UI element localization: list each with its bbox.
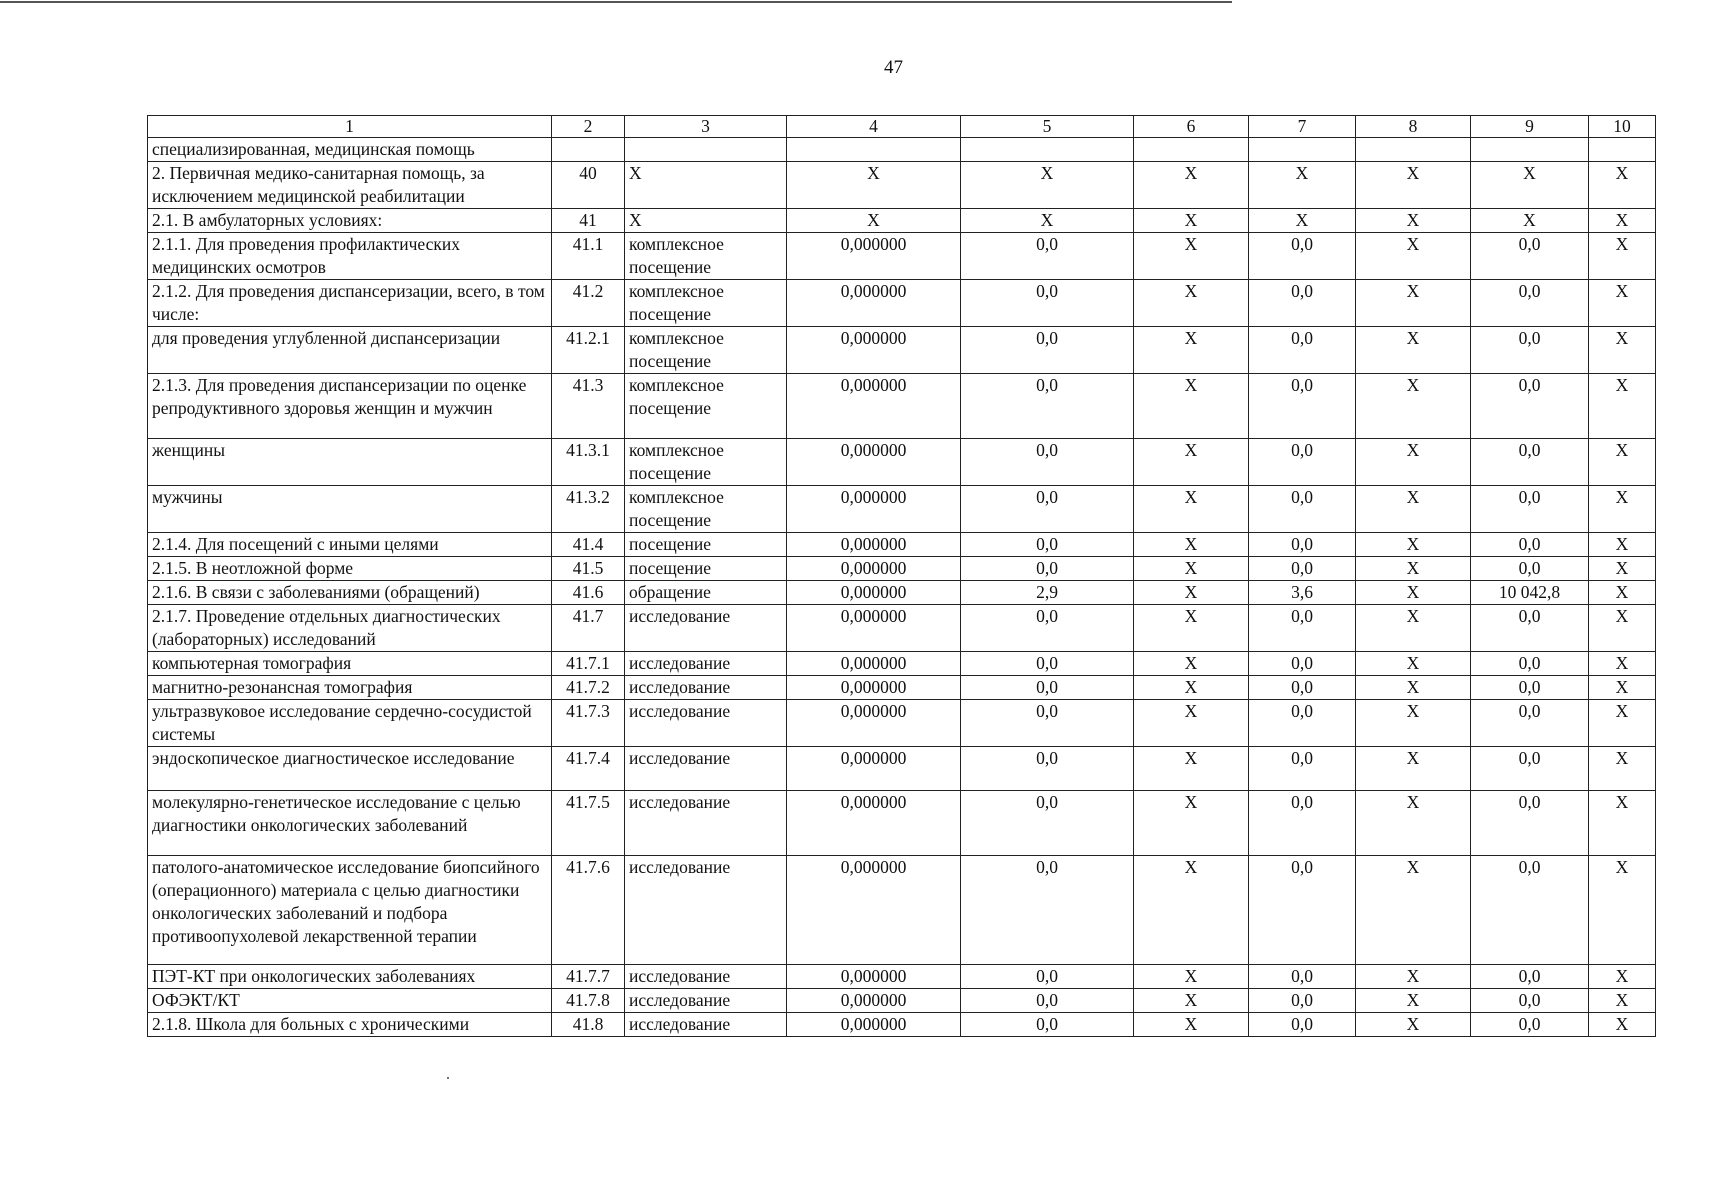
table-cell: 2.1.2. Для проведения диспансеризации, всего, в том числе:: [148, 280, 552, 327]
table-cell: 0,000000: [787, 700, 961, 747]
table-cell: 0,0: [1471, 1013, 1589, 1037]
table-cell: 2.1.1. Для проведения профилактических медицинских осмотров: [148, 233, 552, 280]
table-cell: Х: [1134, 162, 1249, 209]
table-cell: исследование: [625, 605, 787, 652]
table-cell: 0,0: [961, 1013, 1134, 1037]
table-cell: Х: [961, 209, 1134, 233]
table-cell: 0,000000: [787, 652, 961, 676]
table-cell: Х: [1134, 557, 1249, 581]
table-cell: патолого-анатомическое исследование биопсийного (операционного) материала с целью диагностики онкологических заболеваний и подбора противоопухолевой лекарственной терапии: [148, 856, 552, 965]
table-cell: 0,000000: [787, 486, 961, 533]
table-cell: Х: [1134, 676, 1249, 700]
table-cell: Х: [1134, 233, 1249, 280]
table-cell: 0,000000: [787, 557, 961, 581]
table-cell: Х: [1589, 747, 1656, 791]
table-cell: 0,000000: [787, 791, 961, 856]
table-cell: Х: [961, 162, 1134, 209]
table-cell: 0,0: [1249, 989, 1356, 1013]
column-header: 10: [1589, 116, 1656, 138]
table-cell: 0,0: [961, 439, 1134, 486]
table-cell: Х: [1134, 280, 1249, 327]
table-cell: исследование: [625, 700, 787, 747]
table-cell: исследование: [625, 989, 787, 1013]
table-cell: Х: [1589, 965, 1656, 989]
table-cell: Х: [1356, 439, 1471, 486]
table-cell: 0,0: [961, 533, 1134, 557]
table-cell: Х: [1249, 162, 1356, 209]
table-cell: Х: [1471, 162, 1589, 209]
table-cell: 2.1. В амбулаторных условиях:: [148, 209, 552, 233]
table-row: [148, 856, 1656, 965]
table-cell: [625, 138, 787, 162]
table-cell: комплексное посещение: [625, 486, 787, 533]
page-number: 47: [884, 57, 903, 78]
table-cell: 0,000000: [787, 747, 961, 791]
table-cell: 0,0: [961, 652, 1134, 676]
table-cell: Х: [1134, 374, 1249, 439]
table-cell: Х: [787, 209, 961, 233]
table-cell: [1589, 138, 1656, 162]
table-cell: Х: [1589, 557, 1656, 581]
table-cell: 0,000000: [787, 605, 961, 652]
table-cell: Х: [1134, 791, 1249, 856]
table-cell: 0,0: [1249, 327, 1356, 374]
table-cell: Х: [1471, 209, 1589, 233]
table-cell: Х: [1356, 700, 1471, 747]
table-cell: Х: [1589, 676, 1656, 700]
table-cell: 41.1: [552, 233, 625, 280]
table-cell: Х: [1589, 700, 1656, 747]
table-cell: 0,000000: [787, 581, 961, 605]
table-cell: 2. Первичная медико-санитарная помощь, за исключением медицинской реабилитации: [148, 162, 552, 209]
table-row: [148, 581, 1656, 605]
stray-mark: [447, 1077, 449, 1079]
table-cell: Х: [787, 162, 961, 209]
table-cell: 0,000000: [787, 856, 961, 965]
table-row: [148, 1013, 1656, 1037]
table-cell: 2.1.6. В связи с заболеваниями (обращений): [148, 581, 552, 605]
table-cell: 0,0: [1249, 700, 1356, 747]
table-cell: 0,0: [1249, 965, 1356, 989]
table-cell: Х: [1134, 989, 1249, 1013]
table-cell: Х: [1589, 374, 1656, 439]
table-cell: 0,0: [1249, 747, 1356, 791]
table-cell: Х: [1589, 581, 1656, 605]
table-cell: 0,0: [1471, 557, 1589, 581]
table-cell: [552, 138, 625, 162]
table-cell: ПЭТ-КТ при онкологических заболеваниях: [148, 965, 552, 989]
table-row: [148, 138, 1656, 162]
table-cell: Х: [1134, 747, 1249, 791]
table-cell: 41.6: [552, 581, 625, 605]
table-cell: 0,000000: [787, 327, 961, 374]
table-cell: посещение: [625, 557, 787, 581]
table-cell: [1471, 138, 1589, 162]
table-cell: 0,0: [1249, 676, 1356, 700]
table-row: [148, 327, 1656, 374]
column-header: 5: [961, 116, 1134, 138]
table-cell: 0,0: [961, 965, 1134, 989]
table-cell: [961, 138, 1134, 162]
table-cell: 41.7.2: [552, 676, 625, 700]
table-cell: исследование: [625, 856, 787, 965]
table-cell: Х: [1356, 791, 1471, 856]
table-cell: Х: [1356, 533, 1471, 557]
table-cell: Х: [1134, 486, 1249, 533]
table-cell: 41.7.5: [552, 791, 625, 856]
table-cell: 0,0: [1249, 486, 1356, 533]
table-cell: 41.3.1: [552, 439, 625, 486]
table-cell: 41.7: [552, 605, 625, 652]
table-cell: Х: [1589, 989, 1656, 1013]
table-cell: посещение: [625, 533, 787, 557]
table-cell: 0,0: [1471, 374, 1589, 439]
table-row: [148, 791, 1656, 856]
table-cell: Х: [1134, 856, 1249, 965]
table-cell: Х: [1589, 162, 1656, 209]
column-header: 2: [552, 116, 625, 138]
table-cell: Х: [1134, 700, 1249, 747]
table-row: [148, 557, 1656, 581]
table-cell: 0,0: [1249, 1013, 1356, 1037]
table-cell: исследование: [625, 652, 787, 676]
column-header: 9: [1471, 116, 1589, 138]
table-cell: 2.1.5. В неотложной форме: [148, 557, 552, 581]
table-cell: 0,0: [1471, 700, 1589, 747]
table-cell: Х: [1356, 280, 1471, 327]
table-cell: Х: [1589, 652, 1656, 676]
table-cell: Х: [1356, 209, 1471, 233]
column-header: 1: [148, 116, 552, 138]
table-cell: 0,0: [1471, 327, 1589, 374]
table-row: [148, 533, 1656, 557]
table-cell: 0,0: [1249, 856, 1356, 965]
table-cell: Х: [1134, 652, 1249, 676]
table-row: [148, 989, 1656, 1013]
table-row: [148, 280, 1656, 327]
table-row: [148, 374, 1656, 439]
table-cell: Х: [1134, 965, 1249, 989]
table-cell: Х: [1356, 162, 1471, 209]
table-cell: Х: [1589, 486, 1656, 533]
table-cell: 41.4: [552, 533, 625, 557]
table-cell: 0,0: [961, 856, 1134, 965]
table-cell: Х: [1134, 533, 1249, 557]
table-header-row: [148, 116, 1656, 138]
table-cell: 0,0: [961, 700, 1134, 747]
table-cell: женщины: [148, 439, 552, 486]
table-cell: 0,0: [1249, 280, 1356, 327]
table-cell: 0,000000: [787, 989, 961, 1013]
table-cell: Х: [1589, 280, 1656, 327]
table-cell: молекулярно-генетическое исследование с целью диагностики онкологических заболеваний: [148, 791, 552, 856]
table-cell: обращение: [625, 581, 787, 605]
table-cell: 0,0: [1471, 280, 1589, 327]
table-cell: [1249, 138, 1356, 162]
table-cell: 0,0: [961, 233, 1134, 280]
table-cell: Х: [1356, 374, 1471, 439]
column-header: 8: [1356, 116, 1471, 138]
table-row: [148, 605, 1656, 652]
table-cell: комплексное посещение: [625, 233, 787, 280]
table-cell: 41.2: [552, 280, 625, 327]
table-cell: 2.1.7. Проведение отдельных диагностических (лабораторных) исследований: [148, 605, 552, 652]
table-cell: 0,0: [1471, 965, 1589, 989]
table-cell: Х: [1134, 1013, 1249, 1037]
table-cell: 2.1.4. Для посещений с иными целями: [148, 533, 552, 557]
table-cell: 0,0: [1471, 676, 1589, 700]
table-cell: Х: [1589, 533, 1656, 557]
table-cell: 41.7.3: [552, 700, 625, 747]
table-cell: 2,9: [961, 581, 1134, 605]
table-cell: 3,6: [1249, 581, 1356, 605]
table-row: [148, 486, 1656, 533]
table-cell: 0,0: [1471, 747, 1589, 791]
table-cell: 41.8: [552, 1013, 625, 1037]
table-cell: 0,0: [1471, 791, 1589, 856]
table-cell: 0,000000: [787, 439, 961, 486]
table-cell: 41.3.2: [552, 486, 625, 533]
table-cell: Х: [1356, 652, 1471, 676]
table-cell: 0,0: [1471, 989, 1589, 1013]
table-cell: 0,0: [961, 280, 1134, 327]
table-cell: исследование: [625, 1013, 787, 1037]
table-cell: 0,0: [1249, 233, 1356, 280]
table-cell: 0,0: [961, 747, 1134, 791]
table-cell: 0,0: [961, 989, 1134, 1013]
table-cell: 41.2.1: [552, 327, 625, 374]
table-cell: Х: [1356, 486, 1471, 533]
table-cell: 0,0: [1471, 233, 1589, 280]
table-cell: комплексное посещение: [625, 374, 787, 439]
table-cell: 0,000000: [787, 1013, 961, 1037]
table-row: [148, 233, 1656, 280]
table-cell: Х: [1356, 605, 1471, 652]
table-cell: Х: [1134, 605, 1249, 652]
table-cell: Х: [1356, 233, 1471, 280]
table-cell: Х: [1356, 856, 1471, 965]
table-cell: комплексное посещение: [625, 439, 787, 486]
table-cell: Х: [1589, 327, 1656, 374]
table-cell: Х: [1356, 557, 1471, 581]
table-cell: 0,0: [1249, 791, 1356, 856]
table-cell: 0,000000: [787, 280, 961, 327]
table-cell: 41.7.7: [552, 965, 625, 989]
table-cell: 41.7.8: [552, 989, 625, 1013]
table-cell: 2.1.3. Для проведения диспансеризации по оценке репродуктивного здоровья женщин и мужчин: [148, 374, 552, 439]
table-cell: Х: [1589, 791, 1656, 856]
table-cell: 0,000000: [787, 533, 961, 557]
table-cell: исследование: [625, 791, 787, 856]
table-cell: 0,0: [1249, 652, 1356, 676]
table-row: [148, 652, 1656, 676]
table-cell: Х: [1589, 233, 1656, 280]
table-body: [148, 138, 1656, 1037]
table-cell: Х: [1356, 747, 1471, 791]
table-cell: 0,0: [1249, 533, 1356, 557]
top-rule: [0, 1, 1232, 3]
table-cell: Х: [1356, 581, 1471, 605]
column-header: 6: [1134, 116, 1249, 138]
table-cell: Х: [1589, 439, 1656, 486]
table-row: [148, 676, 1656, 700]
table-cell: 0,0: [961, 327, 1134, 374]
table-cell: Х: [1356, 676, 1471, 700]
table-cell: Х: [625, 209, 787, 233]
table-cell: Х: [1134, 439, 1249, 486]
table-cell: Х: [1589, 209, 1656, 233]
table-cell: 41.3: [552, 374, 625, 439]
table-row: [148, 439, 1656, 486]
table-cell: Х: [1134, 581, 1249, 605]
table-cell: [1356, 138, 1471, 162]
table-cell: 0,0: [1249, 605, 1356, 652]
table-cell: 41.7.1: [552, 652, 625, 676]
table-cell: Х: [1589, 1013, 1656, 1037]
table-cell: 40: [552, 162, 625, 209]
table-cell: 0,0: [1249, 374, 1356, 439]
table-cell: Х: [1134, 327, 1249, 374]
data-table: [147, 115, 1656, 1037]
table-cell: компьютерная томография: [148, 652, 552, 676]
table-cell: специализированная, медицинская помощь: [148, 138, 552, 162]
table-cell: магнитно-резонансная томография: [148, 676, 552, 700]
table-cell: для проведения углубленной диспансеризации: [148, 327, 552, 374]
table-cell: 0,000000: [787, 676, 961, 700]
table-cell: ультразвуковое исследование сердечно-сосудистой системы: [148, 700, 552, 747]
table-cell: 0,0: [1471, 486, 1589, 533]
table-cell: исследование: [625, 747, 787, 791]
table-cell: 41: [552, 209, 625, 233]
table-cell: исследование: [625, 965, 787, 989]
table-cell: 41.7.4: [552, 747, 625, 791]
table-cell: [1134, 138, 1249, 162]
column-header: 4: [787, 116, 961, 138]
table-cell: 0,0: [1249, 557, 1356, 581]
table-cell: комплексное посещение: [625, 327, 787, 374]
table-cell: 0,0: [961, 676, 1134, 700]
table-cell: 0,0: [1471, 605, 1589, 652]
table-cell: исследование: [625, 676, 787, 700]
table-cell: 10 042,8: [1471, 581, 1589, 605]
table-cell: 0,0: [961, 557, 1134, 581]
table-cell: Х: [1589, 605, 1656, 652]
table-cell: Х: [625, 162, 787, 209]
table-row: [148, 747, 1656, 791]
column-header: 3: [625, 116, 787, 138]
table-cell: Х: [1356, 965, 1471, 989]
table-cell: 0,0: [1471, 533, 1589, 557]
table-cell: 0,0: [1471, 856, 1589, 965]
table-cell: 0,000000: [787, 233, 961, 280]
table-cell: 0,0: [1471, 439, 1589, 486]
column-header: 7: [1249, 116, 1356, 138]
table-cell: мужчины: [148, 486, 552, 533]
table-cell: Х: [1134, 209, 1249, 233]
table-row: [148, 700, 1656, 747]
table-cell: 0,000000: [787, 965, 961, 989]
table-cell: Х: [1249, 209, 1356, 233]
table-row: [148, 162, 1656, 209]
table-cell: 0,0: [1471, 652, 1589, 676]
table-cell: 0,0: [961, 791, 1134, 856]
table-cell: ОФЭКТ/КТ: [148, 989, 552, 1013]
table-cell: 0,0: [1249, 439, 1356, 486]
table-row: [148, 965, 1656, 989]
table-cell: 0,0: [961, 486, 1134, 533]
table-cell: 41.5: [552, 557, 625, 581]
table-cell: Х: [1356, 989, 1471, 1013]
table-cell: 2.1.8. Школа для больных с хроническими: [148, 1013, 552, 1037]
table-cell: Х: [1356, 1013, 1471, 1037]
table-cell: 0,0: [961, 374, 1134, 439]
table-cell: 0,000000: [787, 374, 961, 439]
table-cell: [787, 138, 961, 162]
table-cell: комплексное посещение: [625, 280, 787, 327]
table-row: [148, 209, 1656, 233]
table-cell: Х: [1589, 856, 1656, 965]
table-cell: эндоскопическое диагностическое исследование: [148, 747, 552, 791]
table-cell: Х: [1356, 327, 1471, 374]
table-cell: 41.7.6: [552, 856, 625, 965]
table-cell: 0,0: [961, 605, 1134, 652]
